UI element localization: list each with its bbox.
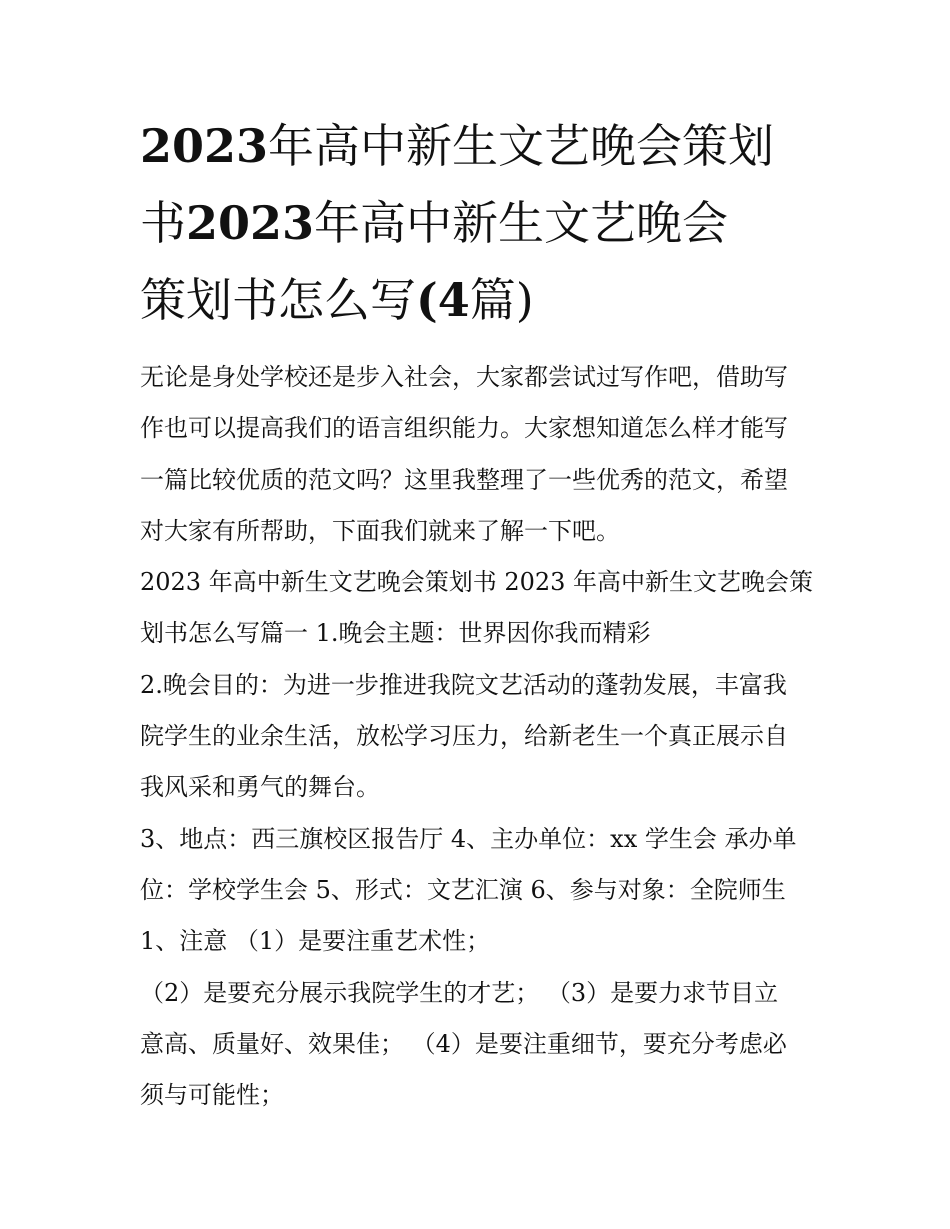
title-line [140,108,830,185]
body-line: 位：学校学生会 5、形式：文艺汇演 6、参与对象：全院师生 [140,875,786,904]
title-text: 年高中新生文艺晚会策划 [268,119,775,173]
title-year: 2023 [140,119,269,173]
body-line: 无论是身处学校还是步入社会，大家都尝试过写作吧，借助写 [140,363,788,391]
body-line: 意高、质量好、效果佳； （4）是要注重细节，要充分考虑必 [140,1029,787,1058]
body-line: 划书怎么写篇一 1.晚会主题：世界因你我而精彩 [140,619,651,648]
title-text: 年高中新生文艺晚会 [314,196,729,250]
body-line: 3、地点：西三旗校区报告厅 4、主办单位：xx 学生会 承办单 [140,824,797,853]
body-line: 1、注意 （1）是要注重艺术性； [140,927,491,956]
body-line: 一篇比较优质的范文吗？这里我整理了一些优秀的范文，希望 [140,465,788,494]
body-line: 我风采和勇气的舞台。 [140,773,380,802]
body-line: 须与可能性； [140,1081,284,1110]
document-title [140,108,830,339]
body-line: （2）是要充分展示我院学生的才艺； （3）是要力求节目立 [140,978,779,1007]
title-text: 篇) [469,273,534,327]
body-line: 2.晚会目的：为进一步推进我院文艺活动的蓬勃发展，丰富我 [140,670,787,699]
title-count: (4 [416,273,470,327]
body-line: 作也可以提高我们的语言组织能力。大家想知道怎么样才能写 [140,414,788,443]
body-line: 2023 年高中新生文艺晚会策划书 2023 年高中新生文艺晚会策 [140,568,814,597]
body-line: 对大家有所帮助，下面我们就来了解一下吧。 [140,516,620,545]
title-year: 2023 [186,196,315,250]
body-line: 院学生的业余生活，放松学习压力，给新老生一个真正展示自 [140,722,788,751]
title-text: 书 [140,196,186,250]
title-text: 策划书怎么写 [140,273,416,327]
document-body [140,352,830,1121]
title-line [140,262,830,339]
title-line [140,185,830,262]
